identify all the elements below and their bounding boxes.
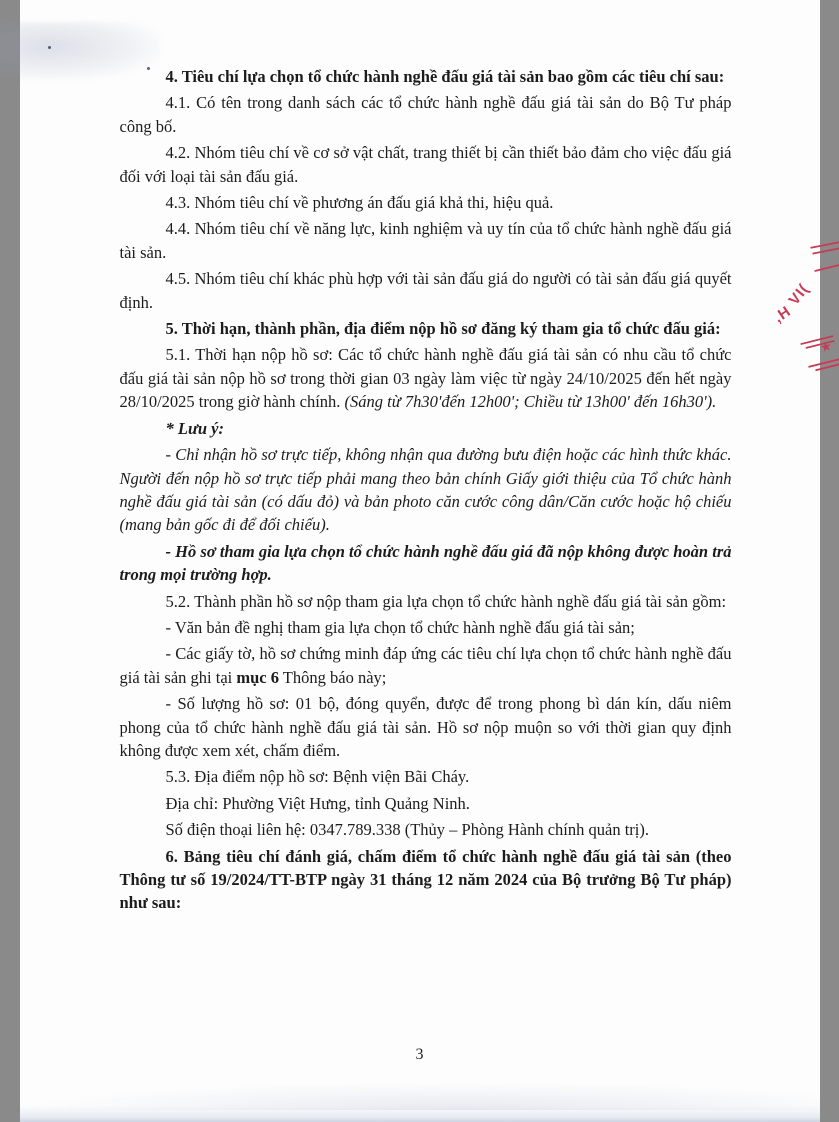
text-segment: 4. Tiêu chí lựa chọn tổ chức hành nghề đấu giá tài sản bao gồm các tiêu chí sau: (165, 67, 725, 86)
star-icon: ★ (818, 337, 833, 356)
paragraph (120, 765, 732, 788)
paragraph (120, 91, 732, 138)
paragraph (120, 141, 732, 188)
paragraph (120, 792, 732, 815)
text-segment: 5. Thời hạn, thành phần, địa điểm nộp hồ sơ đăng ký tham gia tổ chức đấu giá: (165, 319, 721, 339)
paragraph (120, 217, 732, 264)
scan-edge-shadow (20, 1106, 820, 1122)
text-segment: Số điện thoại liên hệ: 0347.789.338 (Thủy – Phòng Hành chính quản trị). (165, 820, 649, 840)
paragraph (120, 590, 732, 613)
text-segment: - Số lượng hồ sơ: 01 bộ, đóng quyển, được để trong phong bì dán kín, dấu niêm phong của tổ chức hành nghề đấu giá tài sản. Hồ sơ nộp muộn so với thời gian quy định không được xem xét, chấm điểm. (119, 694, 732, 760)
paragraph (120, 845, 732, 915)
text-segment: 4.3. Nhóm tiêu chí về phương án đấu giá khả thi, hiệu quả. (165, 193, 554, 213)
paragraph (120, 818, 732, 841)
stamp-star-band (777, 333, 835, 384)
text-segment: - Các giấy tờ, hồ sơ chứng minh đáp ứng các tiêu chí lựa chọn tổ chức hành nghề đấu giá tài sản ghi tại (119, 644, 732, 687)
text-segment: 4.4. Nhóm tiêu chí về năng lực, kinh nghiệm và uy tín của tổ chức hành nghề đấu giá tài sản. (119, 219, 732, 262)
text-segment: - Hồ sơ tham gia lựa chọn tổ chức hành nghề đấu giá đã nộp không được hoàn trả trong mọi trường hợp. (119, 541, 732, 585)
scan-edge-haze (20, 1082, 820, 1110)
text-segment: (Sáng từ 7h30'đến 12h00'; Chiều từ 13h00' đến 16h30'). (344, 392, 717, 412)
text-segment: 5.3. Địa điểm nộp hồ sơ: Bệnh viện Bãi Cháy. (165, 767, 470, 787)
paragraph (120, 616, 732, 639)
document-body (120, 62, 732, 918)
paragraph (120, 191, 732, 214)
text-segment: 4.2. Nhóm tiêu chí về cơ sở vật chất, trang thiết bị cần thiết bảo đảm cho việc đấu giá đối với loại tài sản đấu giá. (119, 143, 732, 186)
stamp-text-fragment: ,H (770, 302, 794, 327)
paragraph (120, 540, 732, 587)
paragraph (120, 343, 732, 413)
text-segment: - Chỉ nhận hồ sơ trực tiếp, không nhận qua đường bưu điện hoặc các hình thức khác. Người đến nộp hồ sơ trực tiếp phải mang theo bản chính Giấy giới thiệu của Tổ chức hành nghề đấu giá tài sản (có dấu đỏ) và bản photo căn cước công dân/Căn cước hoặc hộ chiếu (mang bản gốc đi để đối chiếu). (119, 445, 732, 535)
page-number: 3 (415, 1046, 424, 1063)
scan-speck (48, 46, 51, 49)
paragraph (120, 443, 732, 537)
text-segment: mục 6 (236, 667, 279, 687)
paragraph (120, 317, 732, 340)
red-stamp-fragment (772, 238, 832, 378)
text-segment: Địa chỉ: Phường Việt Hưng, tỉnh Quảng Ninh. (165, 793, 470, 813)
document-page (20, 0, 833, 1122)
text-segment: 5.1. Thời hạn nộp hồ sơ: Các tổ chức hành nghề đấu giá tài sản có nhu cầu tổ chức đấu giá tài sản nộp hồ sơ trong thời gian 03 ngày làm việc từ ngày 24/10/2025 đến hết ngày 28/10/2025 trong giờ hành chính. (119, 345, 732, 412)
paragraph (120, 417, 732, 440)
stamp-text-fragment: VI( (785, 280, 813, 309)
paragraph (120, 692, 732, 762)
text-segment: * Lưu ý: (165, 418, 224, 438)
text-segment: 6. Bảng tiêu chí đánh giá, chấm điểm tổ chức hành nghề đấu giá tài sản (theo Thông tư số 19/2024/TT-BTP ngày 31 tháng 12 năm 2024 của Bộ trưởng Bộ Tư pháp) như sau: (119, 846, 732, 913)
stamp-edge-line (814, 264, 839, 272)
text-segment: Thông báo này; (278, 667, 387, 687)
paragraph (120, 642, 732, 689)
paragraph (120, 65, 732, 88)
text-segment: - Văn bản đề nghị tham gia lựa chọn tổ chức hành nghề đấu giá tài sản; (165, 617, 635, 637)
paragraph (120, 267, 732, 314)
text-segment: 5.2. Thành phần hồ sơ nộp tham gia lựa chọn tổ chức hành nghề đấu giá tài sản gồm: (165, 591, 727, 611)
text-segment: 4.5. Nhóm tiêu chí khác phù hợp với tài sản đấu giá do người có tài sản đấu giá quyết định. (119, 269, 732, 312)
text-segment: 4.1. Có tên trong danh sách các tổ chức hành nghề đấu giá tài sản do Bộ Tư pháp công bố. (119, 93, 732, 136)
stamp-edge-line (812, 247, 839, 254)
